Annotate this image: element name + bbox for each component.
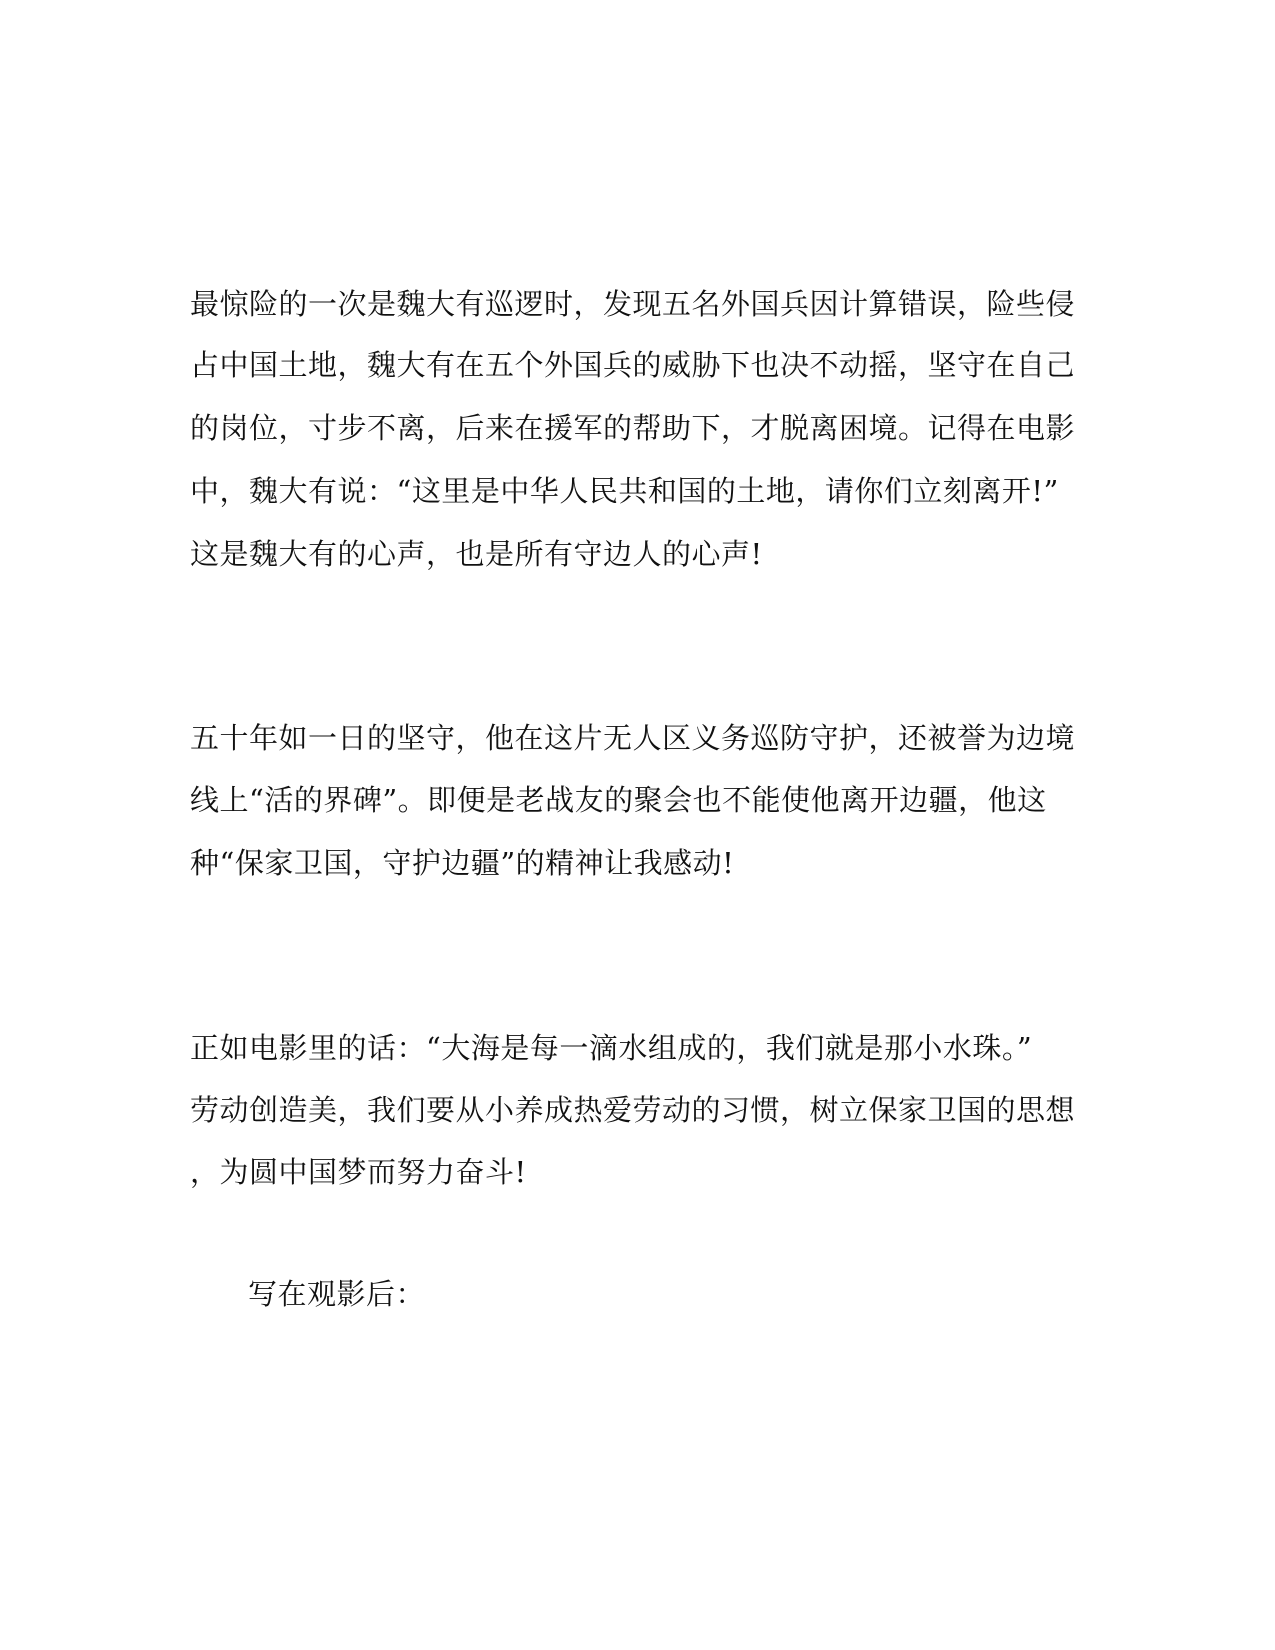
text-line: 最惊险的一次是魏大有巡逻时，发现五名外国兵因计算错误，险些侵	[190, 287, 1076, 321]
text-line: 占中国土地，魏大有在五个外国兵的威胁下也决不动摇，坚守在自己	[190, 348, 1076, 382]
text-line: 线上“活的界碑”。即便是老战友的聚会也不能使他离开边疆，他这	[190, 783, 1047, 817]
text-line: 劳动创造美，我们要从小养成热爱劳动的习惯，树立保家卫国的思想	[190, 1093, 1076, 1127]
text-line: 写在观影后：	[248, 1277, 426, 1311]
text-line: 这是魏大有的心声，也是所有守边人的心声!	[190, 537, 763, 571]
text-line: 的岗位，寸步不离，后来在援军的帮助下，才脱离困境。记得在电影	[190, 411, 1076, 445]
text-line: 五十年如一日的坚守，他在这片无人区义务巡防守护，还被誉为边境	[190, 721, 1076, 755]
text-line: 种“保家卫国，守护边疆”的精神让我感动!	[190, 846, 735, 880]
text-line: 中，魏大有说：“这里是中华人民共和国的土地，请你们立刻离开!”	[190, 474, 1059, 508]
text-line: ，为圆中国梦而努力奋斗!	[190, 1155, 527, 1189]
text-line: 正如电影里的话：“大海是每一滴水组成的，我们就是那小水珠。”	[190, 1031, 1033, 1065]
